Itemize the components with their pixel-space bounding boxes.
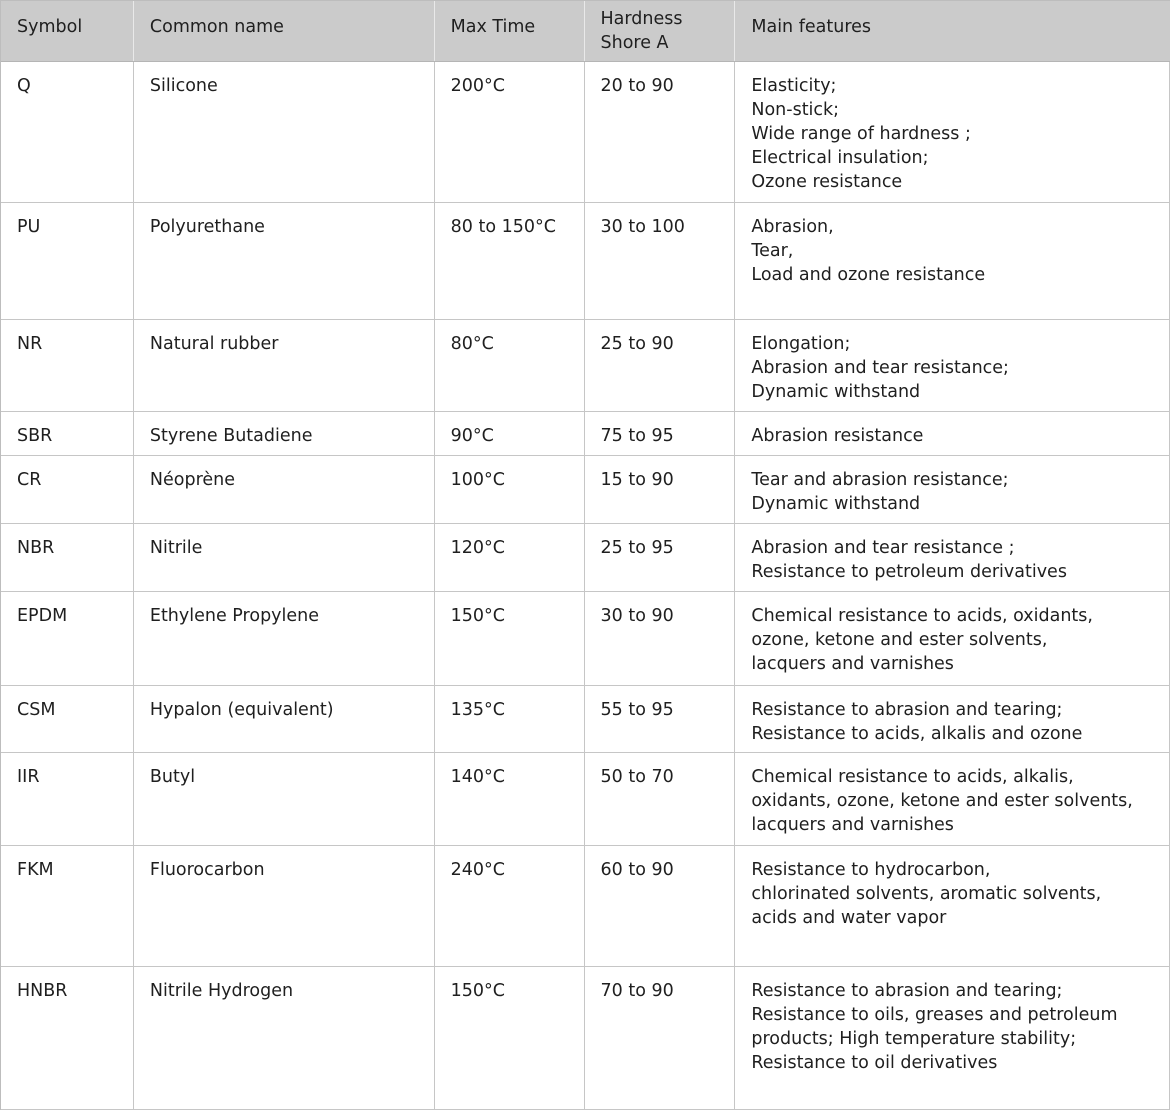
cell-symbol: Q: [1, 62, 134, 202]
table-row: [1, 412, 1170, 456]
cell-max-time: 240°C: [435, 846, 585, 966]
cell-max-time: 140°C: [435, 753, 585, 845]
cell-hardness: 60 to 90: [585, 846, 736, 966]
cell-hardness: 25 to 90: [585, 320, 736, 411]
cell-max-time: 135°C: [435, 686, 585, 752]
cell-max-time: 200°C: [435, 62, 585, 202]
cell-hardness: 50 to 70: [585, 753, 736, 845]
cell-common-name: Nitrile: [134, 524, 435, 591]
cell-max-time: 80°C: [435, 320, 585, 411]
cell-main-features: Abrasion, Tear, Load and ozone resistance: [735, 203, 1170, 319]
cell-main-features: Abrasion resistance: [735, 412, 1170, 455]
cell-common-name: Natural rubber: [134, 320, 435, 411]
cell-hardness: 20 to 90: [585, 62, 736, 202]
cell-main-features: Tear and abrasion resistance; Dynamic withstand: [735, 456, 1170, 523]
cell-main-features: Resistance to abrasion and tearing; Resistance to oils, greases and petroleum products; High temperature stability; Resistance to oil derivatives: [735, 967, 1170, 1109]
table-row: [1, 967, 1170, 1110]
header-hardness: Hardness Shore A: [585, 1, 736, 61]
cell-common-name: Fluorocarbon: [134, 846, 435, 966]
table-row: [1, 524, 1170, 592]
cell-symbol: HNBR: [1, 967, 134, 1109]
cell-symbol: CSM: [1, 686, 134, 752]
cell-symbol: SBR: [1, 412, 134, 455]
header-main-features: Main features: [735, 1, 1170, 61]
table-row: [1, 203, 1170, 320]
cell-main-features: Chemical resistance to acids, alkalis, oxidants, ozone, ketone and ester solvents, lacquers and varnishes: [735, 753, 1170, 845]
table-row: [1, 753, 1170, 846]
table-row: [1, 686, 1170, 753]
cell-symbol: NBR: [1, 524, 134, 591]
cell-hardness: 75 to 95: [585, 412, 736, 455]
cell-max-time: 90°C: [435, 412, 585, 455]
cell-symbol: EPDM: [1, 592, 134, 685]
cell-max-time: 120°C: [435, 524, 585, 591]
cell-common-name: Nitrile Hydrogen: [134, 967, 435, 1109]
cell-main-features: Resistance to hydrocarbon, chlorinated solvents, aromatic solvents, acids and water vapor: [735, 846, 1170, 966]
cell-main-features: Elongation; Abrasion and tear resistance; Dynamic withstand: [735, 320, 1170, 411]
table-row: [1, 456, 1170, 524]
table-row: [1, 846, 1170, 967]
cell-main-features: Chemical resistance to acids, oxidants, ozone, ketone and ester solvents, lacquers and varnishes: [735, 592, 1170, 685]
cell-max-time: 100°C: [435, 456, 585, 523]
table-row: [1, 592, 1170, 686]
cell-common-name: Styrene Butadiene: [134, 412, 435, 455]
cell-common-name: Hypalon (equivalent): [134, 686, 435, 752]
cell-hardness: 55 to 95: [585, 686, 736, 752]
cell-hardness: 15 to 90: [585, 456, 736, 523]
table-row: [1, 62, 1170, 203]
table-header-row: [1, 1, 1170, 62]
cell-max-time: 80 to 150°C: [435, 203, 585, 319]
cell-max-time: 150°C: [435, 592, 585, 685]
cell-common-name: Silicone: [134, 62, 435, 202]
cell-max-time: 150°C: [435, 967, 585, 1109]
cell-symbol: NR: [1, 320, 134, 411]
header-symbol: Symbol: [1, 1, 134, 61]
cell-hardness: 30 to 100: [585, 203, 736, 319]
cell-symbol: CR: [1, 456, 134, 523]
cell-hardness: 30 to 90: [585, 592, 736, 685]
header-common-name: Common name: [134, 1, 435, 61]
cell-symbol: PU: [1, 203, 134, 319]
cell-main-features: Elasticity; Non-stick; Wide range of hardness ; Electrical insulation; Ozone resistance: [735, 62, 1170, 202]
cell-common-name: Polyurethane: [134, 203, 435, 319]
cell-hardness: 70 to 90: [585, 967, 736, 1109]
cell-hardness: 25 to 95: [585, 524, 736, 591]
cell-main-features: Abrasion and tear resistance ; Resistance to petroleum derivatives: [735, 524, 1170, 591]
header-max-time: Max Time: [435, 1, 585, 61]
cell-common-name: Butyl: [134, 753, 435, 845]
cell-common-name: Ethylene Propylene: [134, 592, 435, 685]
cell-common-name: Néoprène: [134, 456, 435, 523]
cell-symbol: IIR: [1, 753, 134, 845]
cell-main-features: Resistance to abrasion and tearing; Resistance to acids, alkalis and ozone: [735, 686, 1170, 752]
table-row: [1, 320, 1170, 412]
cell-symbol: FKM: [1, 846, 134, 966]
